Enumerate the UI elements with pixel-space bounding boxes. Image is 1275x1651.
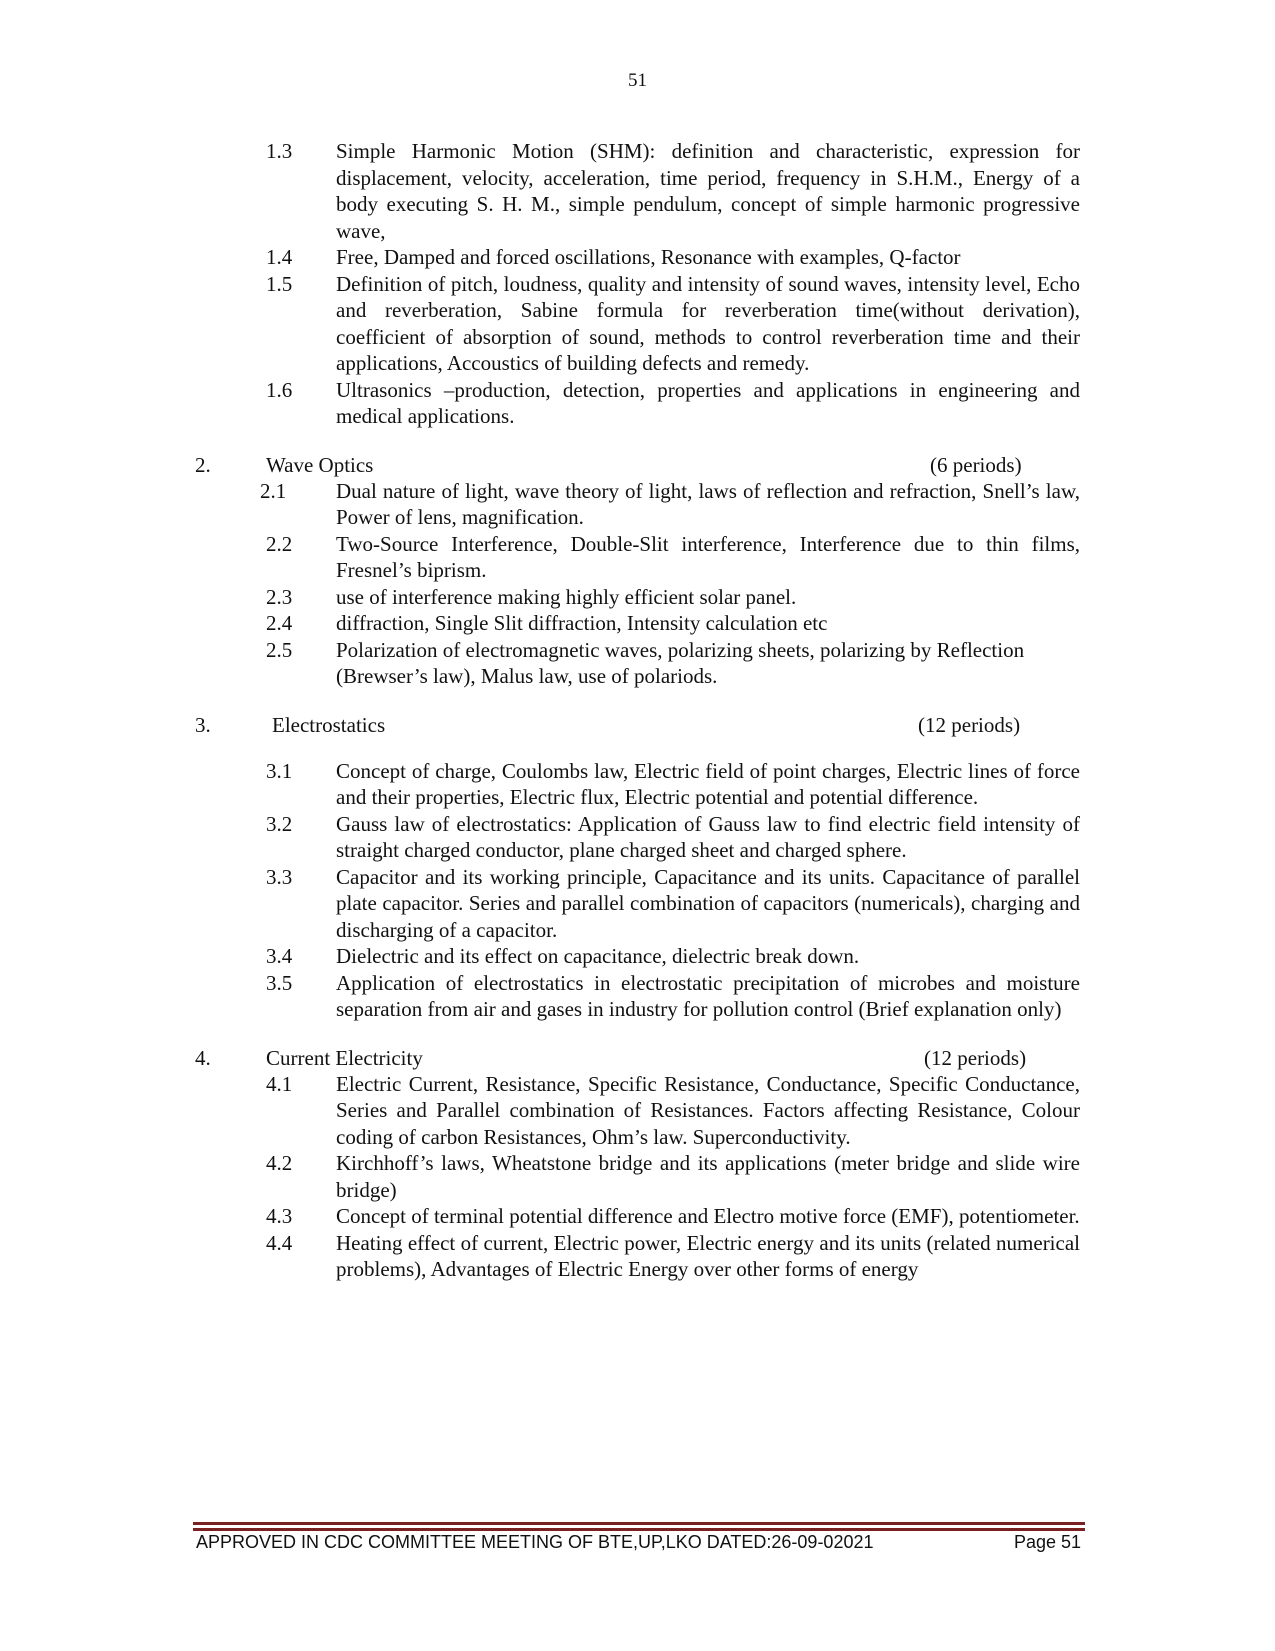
item-text: Kirchhoff’s laws, Wheatstone bridge and its applications (meter bridge and slide wire bridge) (336, 1151, 1080, 1202)
item-text: Dual nature of light, wave theory of light, laws of reflection and refraction, Snell’s law, Power of lens, magnification. (336, 478, 1080, 529)
list-item (266, 1071, 1080, 1151)
item-text: Simple Harmonic Motion (SHM): definition and characteristic, expression for displacement, velocity, acceleration, time period, frequency in S.H.M., Energy of a body executing S. H. M., simple pendulum, concept of simple harmonic progressive wave, (336, 139, 1080, 243)
list-item (266, 377, 1080, 430)
list-item (266, 970, 1080, 1023)
section-heading (0, 1045, 1275, 1071)
list-item (266, 138, 1080, 244)
item-text: Concept of terminal potential difference and Electro motive force (EMF), potentiometer. (336, 1204, 1080, 1228)
item-text: Capacitor and its working principle, Capacitance and its units. Capacitance of parallel plate capacitor. Series and parallel combination of capacitors (numericals), charging and discharging of a capacitor. (336, 864, 1080, 942)
footer-page-label: Page 51 (1013, 1532, 1081, 1552)
item-number: 3.2 (266, 811, 293, 836)
item-number: 4.1 (266, 1071, 293, 1096)
list-item (266, 1150, 1080, 1203)
item-number: 1.5 (266, 271, 293, 296)
item-text: Application of electrostatics in electrostatic precipitation of microbes and moisture separation from air and gases in industry for pollution control (Brief explanation only) (336, 970, 1080, 1021)
section-number: 3. (195, 712, 211, 737)
item-text: Concept of charge, Coulombs law, Electric field of point charges, Electric lines of force and their properties, Electric flux, Electric potential and potential difference. (336, 758, 1080, 809)
item-number: 3.5 (266, 970, 293, 995)
page-number: 51 (628, 70, 647, 91)
list-item (266, 1203, 1080, 1230)
item-number: 4.2 (266, 1151, 293, 1175)
list-item (260, 478, 1080, 531)
item-number: 1.3 (266, 139, 293, 163)
section-periods: (6 periods) (930, 452, 1022, 477)
item-number: 4.3 (266, 1204, 293, 1228)
section-title: Wave Optics (266, 452, 374, 477)
section-periods: (12 periods) (924, 1045, 1027, 1070)
item-text: Gauss law of electrostatics: Application of Gauss law to find electric field intensity of straight charged conductor, plane charged sheet and charged sphere. (336, 811, 1080, 862)
list-item (266, 637, 1080, 690)
item-number: 2.1 (260, 478, 287, 503)
list-item (266, 584, 1080, 611)
item-text: Ultrasonics –production, detection, properties and applications in engineering and medical applications. (336, 377, 1080, 428)
footer-rule (193, 1522, 1085, 1531)
section-title: Current Electricity (266, 1045, 423, 1070)
section-heading (0, 712, 1275, 738)
item-text: Heating effect of current, Electric power, Electric energy and its units (related numerical problems), Advantages of Electric Energy over other forms of energy (336, 1230, 1080, 1281)
list-item (266, 758, 1080, 811)
item-text: Free, Damped and forced oscillations, Resonance with examples, Q-factor (336, 245, 961, 269)
footer-approval-text: APPROVED IN CDC COMMITTEE MEETING OF BTE,UP,LKO DATED:26-09-02021 (196, 1532, 874, 1552)
item-number: 1.6 (266, 377, 293, 402)
item-text: Definition of pitch, loudness, quality and intensity of sound waves, intensity level, Echo and reverberation, Sabine formula for reverberation time(without derivation), coefficient of absorption of sound, methods to control reverberation time and their applications, Accoustics of building defects and remedy. (336, 271, 1080, 375)
item-text: diffraction, Single Slit diffraction, Intensity calculation etc (336, 611, 828, 635)
list-item (266, 610, 1080, 637)
item-text: use of interference making highly efficient solar panel. (336, 584, 797, 609)
item-number: 2.3 (266, 584, 293, 609)
item-number: 1.4 (266, 245, 293, 269)
section-periods: (12 periods) (918, 712, 1021, 737)
footer (196, 1532, 1081, 1553)
list-item (266, 271, 1080, 377)
item-number: 2.4 (266, 611, 293, 635)
item-number: 3.3 (266, 864, 293, 889)
list-item (266, 864, 1080, 944)
section-title: Electrostatics (272, 712, 386, 737)
item-text: Electric Current, Resistance, Specific Resistance, Conductance, Specific Conductance, Series and Parallel combination of Resistances. Factors affecting Resistance, Colour coding of carbon Resistances, Ohm’s law. Superconductivity. (336, 1071, 1080, 1149)
list-item (266, 811, 1080, 864)
list-item (266, 943, 1080, 970)
item-number: 2.5 (266, 637, 293, 662)
section-number: 4. (195, 1045, 211, 1070)
section-number: 2. (195, 452, 211, 477)
item-number: 4.4 (266, 1230, 293, 1255)
list-item (266, 244, 1080, 271)
item-number: 3.1 (266, 758, 293, 783)
item-number: 2.2 (266, 531, 293, 556)
item-text: Two-Source Interference, Double-Slit interference, Interference due to thin films, Fresnel’s biprism. (336, 531, 1080, 582)
item-text: Dielectric and its effect on capacitance, dielectric break down. (336, 944, 860, 968)
syllabus-content (0, 138, 1275, 1283)
item-number: 3.4 (266, 944, 293, 968)
section-heading (0, 452, 1275, 478)
list-item (266, 531, 1080, 584)
item-text: Polarization of electromagnetic waves, polarizing sheets, polarizing by Reflection (Brewser’s law), Malus law, use of polariods. (336, 637, 1025, 688)
list-item (266, 1230, 1080, 1283)
